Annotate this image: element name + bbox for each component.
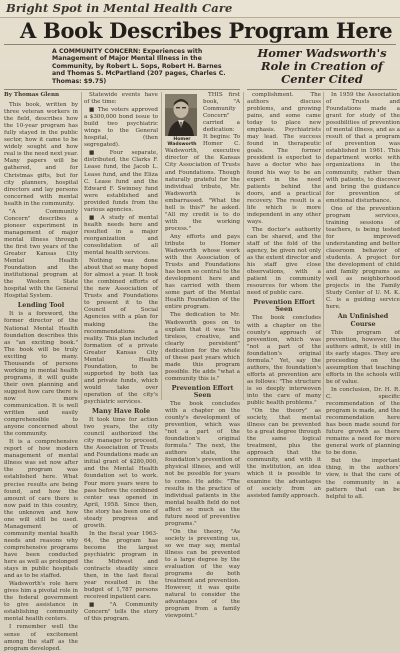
paragraph: "On the theory, "As society is preventing us, so we may say, mental illness can be prevented to a large degree by the evaluation of the way programs do both treatment and prevention. However, it was quite natural to consider the advantages of the program from a family viewpoint." <box>165 528 240 620</box>
paragraph: This program of prevention, however, the authors admit, is still in its early stages. They are proceeding on the assumption that teaching efforts in the schools will be of value. <box>326 329 400 385</box>
paragraph: The doctor's authority can be shared, and the staff of the fold of the agency, be given not only as the extent director and his staff give close observations, with a patient in community resources for whom the need of public care. <box>247 226 321 297</box>
article-column-4 <box>247 92 321 499</box>
book-deck: A COMMUNITY CONCERN: Experiences with Management of Major Mental Illness in the Community, by Robert L. Sops, Robert H. Barnes and Thomas S. McPartland (207 pages, Charles C. Thomas: $9.75) <box>52 48 226 85</box>
paragraph: complishment. The authors discuss problems, and growing pains, and some came today to place new emphasis. Psychiatrists may lead. The success found in therapeutic goals. The former president is expected to have a doctor who has found his way to be an expert in the need patients behind the doors, and a practical recovery. The result is a life which is more independent in any other ways. <box>247 92 321 225</box>
paragraph: ■ A study of mental health needs here and resulted in a major reorganization and consolidation of all mental health services. <box>84 214 158 257</box>
paragraph: ■ "A Community Concern" tells the story of this program. <box>84 602 158 623</box>
paragraph: One of the prevention program services, training sessions of teachers, is being tested for improved understanding and better classroom behavior of students. A project for the development of child and family programs as well as neighborhood projects in the Family Study Center of U. M. K. C. is a guiding service here. <box>326 205 400 311</box>
paragraph: The book concludes with a chapter on the county's development of prevention, which was "not a part of the foundation's original formula." The next, the authors state, the foundation's prevention of physical illness, and will not be possible for years to come. He adds: "The results in the practice of individual patients in the mental health field do not affect so much as the future need of preventive programs." <box>165 401 240 527</box>
subhead: Homer Wadsworth's Role in Creation of Center Cited <box>257 46 387 86</box>
paragraph: Wadsworth's role here gives him a pivotal role in the federal government to give assistance in establishing community mental health centers. <box>4 581 78 623</box>
byline: By Thomas Glenn <box>4 92 60 98</box>
paragraph: "A Community Concern" describes a pioneer experiment in management of major mental illness through the first two years of the Greater Kansas City Mental Health Foundation and the institutional program at the Western State hospital with the General Hospital System. <box>4 208 78 300</box>
paragraph: Nothing was done about that so many hoped for almost a year. It took the combined efforts of the new Association of Trusts and Foundations to present it to the Council of Social Agencies with a plan for making the recommendations a reality. This plan included formation of a private Greater Kansas City Mental Health Foundation, to be supported by both tax and private funds, which would take over operation of the city's psychiatric services. <box>84 258 158 406</box>
paragraph: ■ Four separate, distributed, the Clarks F. Lease fund, the Jacob L. Lease fund, and the Eliza C. Lease fund and the Edward F. Swinney fund were established and provided funds from the various agencies. <box>84 150 158 213</box>
paragraph: I remember well the sense of excitement among the staff as the program developed. <box>4 624 78 652</box>
paragraph: It is a foreword, the former director of the National Mental Health foundation describes this as "an exciting book." The book will be truly exciting to many. Thousands of persons working in mental health programs, it will guide their own planning and suggest how care there is now more communication. It is well written and easily comprehensible to anyone concerned about the community. <box>4 311 78 438</box>
paragraph: In 1959 the Association of Trusts and Foundations made a grant for study of the possibilities of prevention of mental illness, and as a result of that a program of prevention was established in 1961. This department works with organizations in the community, rather than with patients, to discover and bring the guidance for prevention of emotional disturbance. <box>326 92 400 204</box>
headline-rule <box>4 44 396 45</box>
section-head: Prevention Effort Seen <box>253 298 315 314</box>
paragraph: But the important thing, in the authors' view, is that the care of the community in a pattern that can be helpful to all. <box>326 458 400 500</box>
paragraph: The dedication to Mr. Wadsworth goes on to explain that it was "his tireless, creative, and clearly persistent" dedication for the whole of these past years which made this program possible. He adds "what a community this is." <box>165 312 240 382</box>
paragraph: This book, written by three veteran workers in the field, describes how the 10-year program has fully stayed in the public sector, how it came to be widely sought and how real is the need next year. Many papers will be gathered, and for Christmas gifts, but for city planners, hospital directors and lay persons concerned with mental health in the community. <box>4 102 78 207</box>
paragraph: In the fiscal year 1963-64, the program has become the largest psychiatric program in the Midwest and contracts steadily since then, in the last fiscal year resulted in the budget of 1,787 persons received inpatient care. <box>84 530 158 601</box>
deck-rule <box>4 89 240 90</box>
section-head: Lending Tool <box>17 301 65 310</box>
column-rule <box>243 92 244 400</box>
article-column-3 <box>165 92 240 620</box>
headline: A Book Describes Program Here <box>20 18 393 43</box>
column-rule <box>323 92 324 400</box>
photo-caption: Homer Wadsworth <box>167 137 197 148</box>
photo-wrap-spacer <box>165 92 203 144</box>
section-head: Prevention Effort Seen <box>171 383 234 399</box>
column-rule <box>161 92 162 400</box>
section-head: Many Have Role <box>91 407 151 416</box>
paragraph: ■ The voters approved a $300,000 bond issue to build two psychiatric wings to the General hospital, (then segregated). <box>84 107 158 149</box>
paragraph: In conclusion, Dr. H. R. C. specific recommendation of the program is made, and the recommendation here has been made sound for future growth as there remains a need for more general work of planning to be done. <box>326 386 400 457</box>
paragraph: Statewide events have of the time: <box>84 92 158 106</box>
article-column-1 <box>4 92 78 652</box>
paragraph: Any efforts and pays tribute to Homer Wadsworth whose work with the Association of Trusts and Foundations has been so central to the development here and has carried with them some part of the Mental Health Foundation of the entire program. <box>165 233 240 311</box>
paragraph: "On the theory" as society, that mental illness can be prevented to a great degree through the same logical treatment, plus the approach that the community, and with it the institution, an idea which it is possible to examine the advantages of society from an assisted family approach. <box>247 408 321 499</box>
section-head: An Unfinished Course <box>337 312 389 328</box>
paragraph: It took time for action two years, the city council authorized the city manager to proceed, the Association of Trusts and Foundations made an initial grant of $280,000, and the Mental Health foundation set to work. Four more years were to pass before the combined center was opened in April, 1958. Since then, the story has been one of steady progress and growth. <box>84 417 158 529</box>
kicker: Bright Spot in Mental Health Care <box>6 1 233 15</box>
subhead-rule <box>247 89 397 90</box>
article-column-2 <box>84 92 158 623</box>
paragraph: THIS first book, "A Community Concern" carried a dedication: It begins: To Homer C. Wadsworth, executive director of the Kansas City Association of Trusts and Foundations. Though naturally grateful for the individual tribute, Mr. Wadsworth is embarrassed. "What the hell is this?" he asked. "All my credit is to do with the working process." <box>165 92 240 232</box>
article-column-5 <box>326 92 400 500</box>
column-rule <box>81 92 82 400</box>
paragraph: The book concludes with a chapter on the county's approach of prevention, which was "not a part of the foundation's original formula." Yet, say the authors, the foundation's efforts at prevention are as follows: "The structure is so deeply interwoven into the care of many public health problems." <box>247 315 321 407</box>
paragraph: It is a comprehensive report of how modern management of mental illness was set now after the program was established here. What precise results are being found, and how the amount of care there is now paid in this country, the unknown and how one will still be used. Management of community mental health needs and reasons why comprehensive programs have been conducted here as well as prolonged stays in public hospitals and as to be staffed. <box>4 439 78 580</box>
